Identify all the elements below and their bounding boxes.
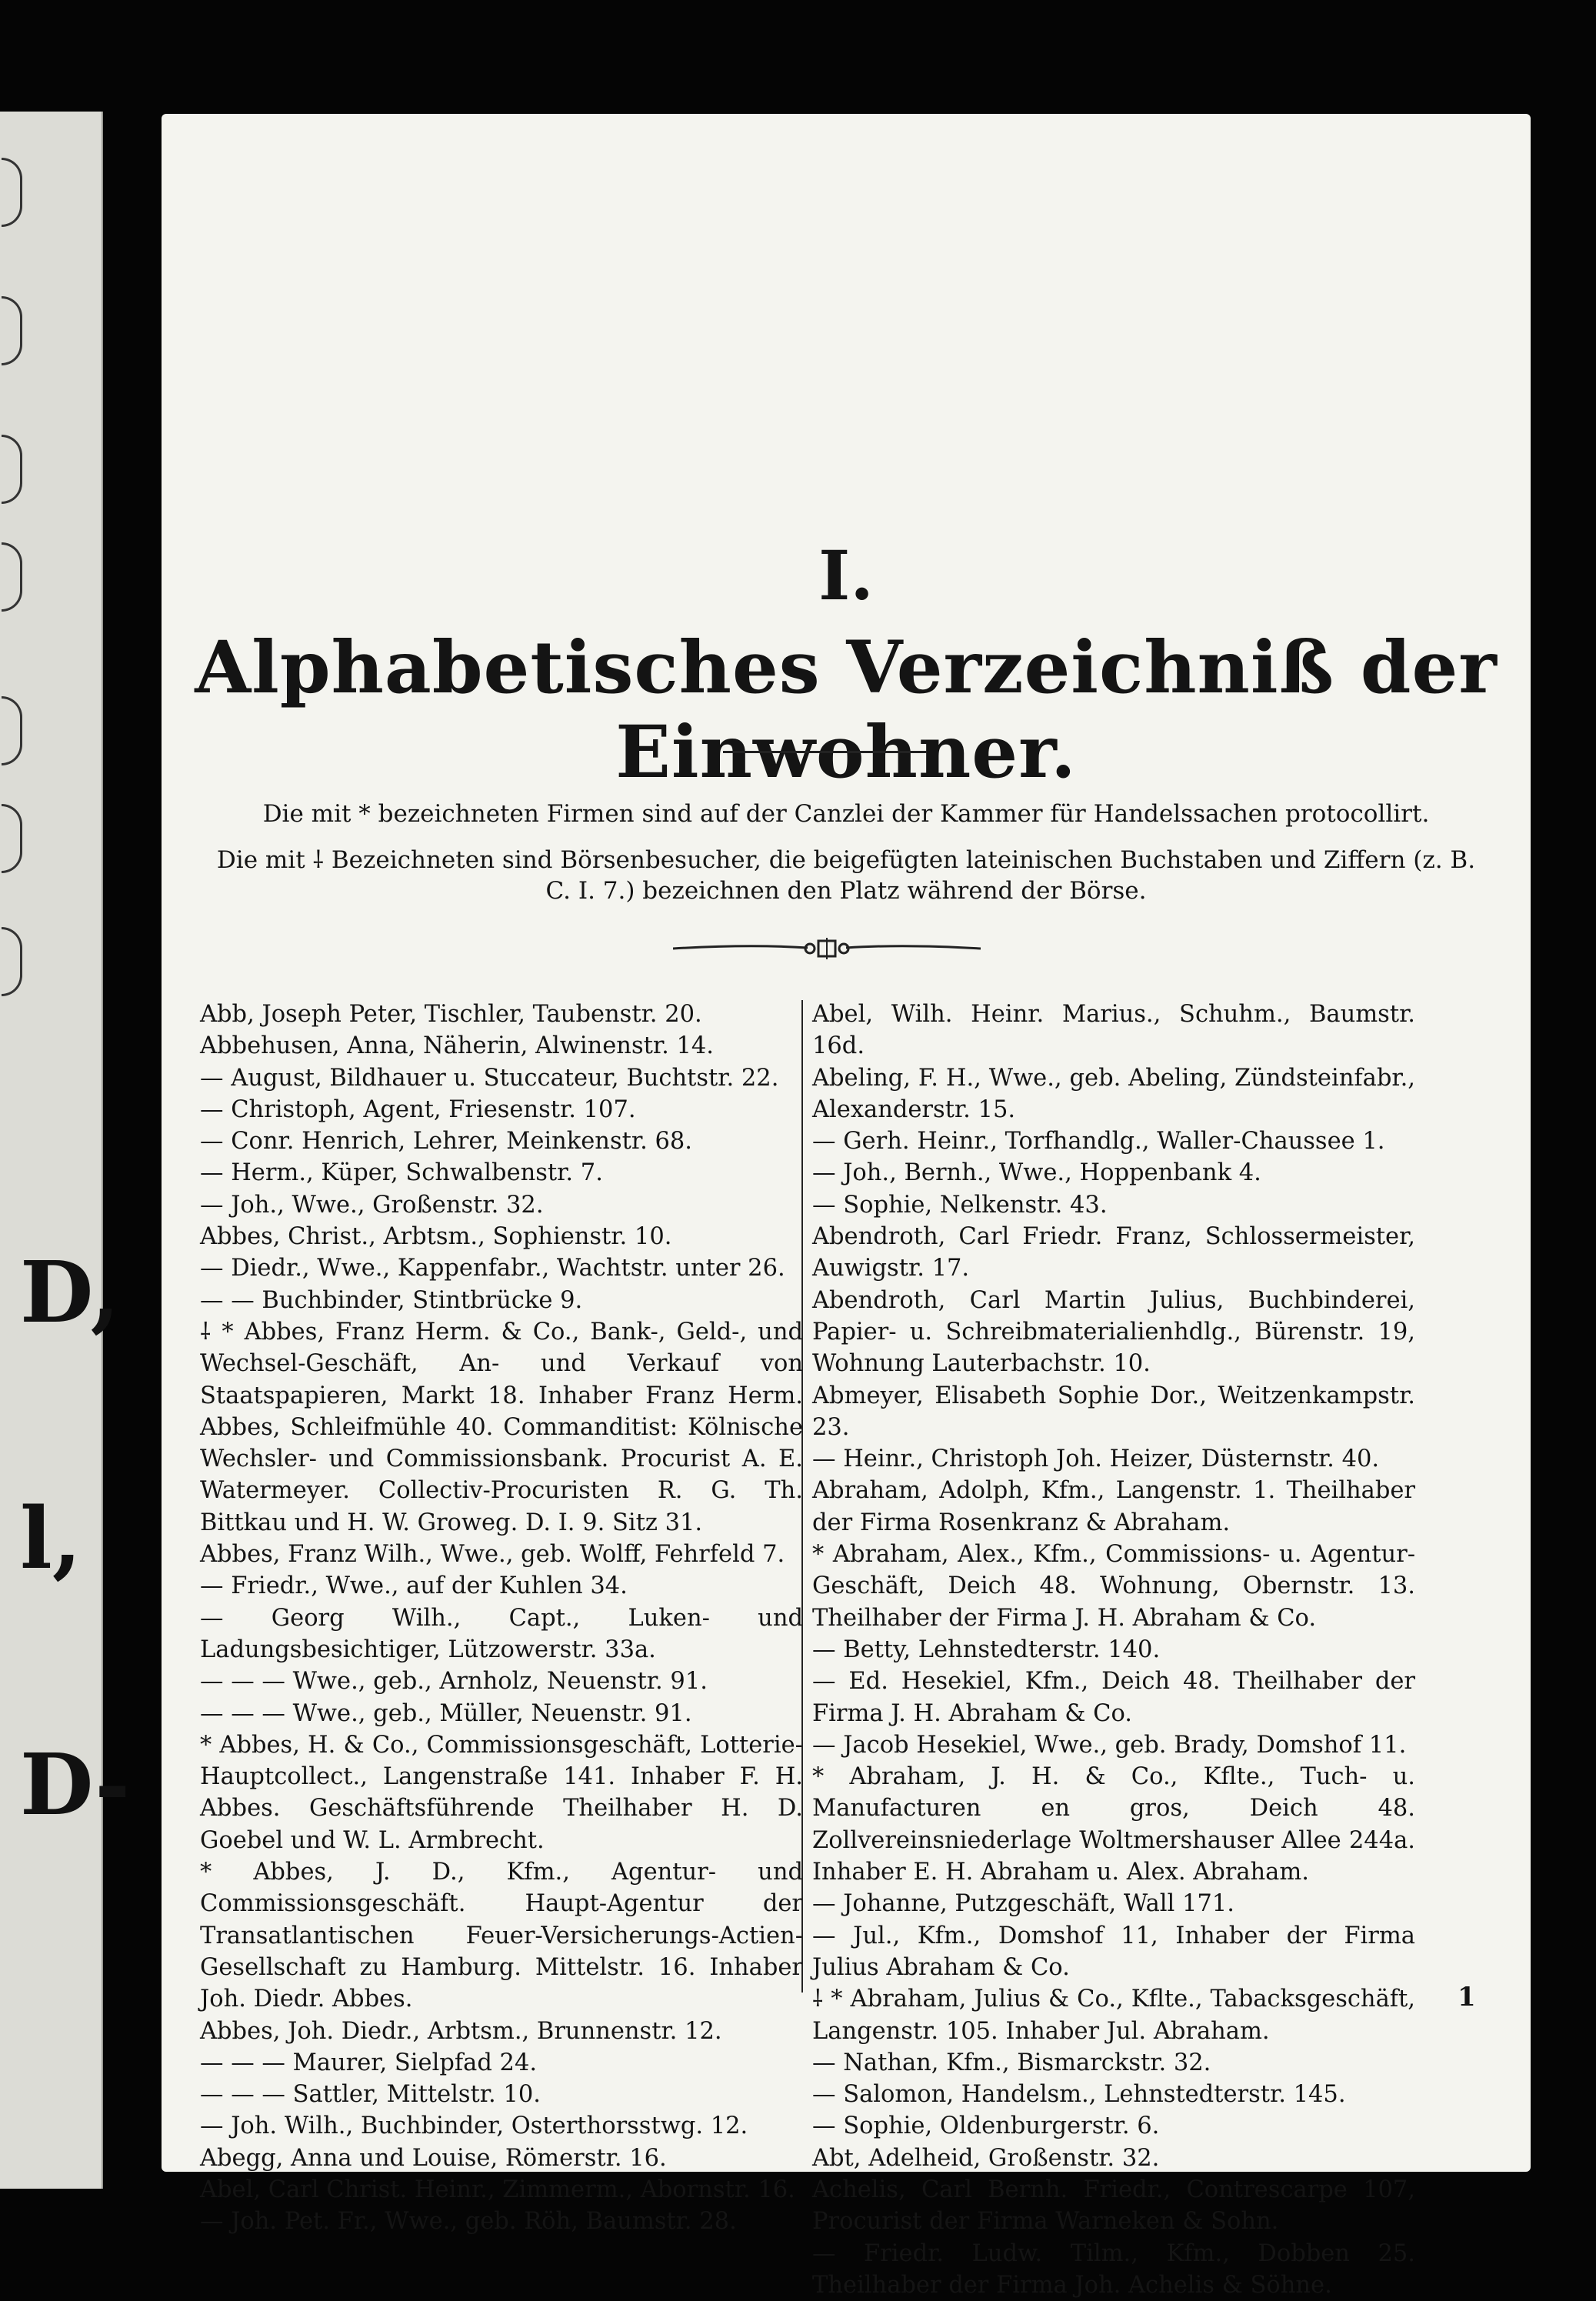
directory-entry: — Herm., Küper, Schwalbenstr. 7. bbox=[200, 1159, 603, 1187]
explanatory-note: Die mit * bezeichneten Firmen sind auf der Canzlei der Kammer für Handelssachen protocollirt. bbox=[262, 800, 1430, 828]
directory-entry: — Ed. Hesekiel, Kfm., Deich 48. Theilhaber der Firma J. H. Abraham & Co. bbox=[812, 1668, 1415, 1727]
directory-entry: — Diedr., Wwe., Kappenfabr., Wachtstr. unter 26. bbox=[200, 1255, 785, 1282]
adjacent-page-char: D, bbox=[20, 1242, 120, 1342]
directory-entry: — — Buchbinder, Stintbrücke 9. bbox=[200, 1286, 583, 1314]
directory-entry: — — — Sattler, Mittelstr. 10. bbox=[200, 2081, 541, 2109]
directory-entry: Abbehusen, Anna, Näherin, Alwinenstr. 14. bbox=[200, 1032, 714, 1060]
directory-entry: — Joh. Pet. Fr., Wwe., geb. Röh, Baumstr. 28. bbox=[200, 2208, 737, 2236]
directory-entry: — — — Wwe., geb., Arnholz, Neuenstr. 91. bbox=[200, 1668, 708, 1696]
directory-entry: — Christoph, Agent, Friesenstr. 107. bbox=[200, 1095, 636, 1123]
directory-entry: — Gerh. Heinr., Torfhandlg., Waller-Chaussee 1. bbox=[812, 1128, 1385, 1156]
section-numeral: I. bbox=[818, 535, 874, 615]
ornament-rule-icon bbox=[673, 935, 981, 962]
page-title: Alphabetisches Verzeichniß der Einwohner. bbox=[195, 625, 1498, 795]
ornament-scroll-icon bbox=[2, 296, 22, 365]
directory-entry: — — — Maurer, Sielpfad 24. bbox=[200, 2049, 538, 2076]
directory-entry: — Joh. Wilh., Buchbinder, Osterthorsstwg. 12. bbox=[200, 2113, 748, 2140]
directory-entry: — Jacob Hesekiel, Wwe., geb. Brady, Domshof 11. bbox=[812, 1731, 1407, 1759]
directory-entry: * Abbes, H. & Co., Commissionsgeschäft, Lotterie-Hauptcollect., Langenstraße 141. Inhaber F. H. Abbes. Geschäftsführende Theilhaber H. D. Goebel und W. L. Armbrecht. bbox=[200, 1731, 803, 1854]
directory-entry: Abmeyer, Elisabeth Sophie Dor., Weitzenkampstr. 23. bbox=[812, 1382, 1415, 1441]
directory-entry: — Betty, Lehnstedterstr. 140. bbox=[812, 1636, 1161, 1663]
title-rule bbox=[723, 751, 927, 753]
directory-entry: — Georg Wilh., Capt., Luken- und Ladungsbesichtiger, Lützowerstr. 33a. bbox=[200, 1604, 803, 1663]
directory-entry: * Abraham, J. H. & Co., Kflte., Tuch- u. Manufacturen en gros, Deich 48. Zollvereinsniederlage Woltmershauser Allee 244a. Inhaber E. H. Abraham u. Alex. Abraham. bbox=[812, 1763, 1415, 1886]
directory-entry: — Friedr. Ludw. Tilm., Kfm., Dobben 25. Theilhaber der Firma Joh. Achelis & Söhne. bbox=[812, 2239, 1415, 2299]
adjacent-page-char: l, bbox=[20, 1489, 82, 1588]
directory-entry: — Friedr., Wwe., auf der Kuhlen 34. bbox=[200, 1572, 628, 1600]
directory-entry: — Sophie, Nelkenstr. 43. bbox=[812, 1191, 1108, 1219]
page-number: 1 bbox=[1458, 1982, 1476, 2013]
directory-entry: Achelis, Carl Bernh. Friedr., Contrescarpe 107, Procurist der Firma Warneken & Sohn. bbox=[812, 2176, 1415, 2236]
ornament-scroll-icon bbox=[2, 696, 22, 765]
directory-entry: Abegg, Anna und Louise, Römerstr. 16. bbox=[200, 2144, 667, 2172]
directory-entry: — Nathan, Kfm., Bismarckstr. 32. bbox=[812, 2049, 1211, 2076]
directory-entry: Abbes, Franz Wilh., Wwe., geb. Wolff, Fehrfeld 7. bbox=[200, 1541, 785, 1569]
directory-column-right bbox=[812, 999, 1415, 2301]
directory-entry: * Abraham, Alex., Kfm., Commissions- u. Agentur-Geschäft, Deich 48. Wohnung, Obernstr. 13. Theilhaber der Firma J. H. Abraham & Co. bbox=[812, 1541, 1415, 1632]
directory-entry: ⸸ * Abraham, Julius & Co., Kflte., Tabacksgeschäft, Langenstr. 105. Inhaber Jul. Abraham. bbox=[812, 1986, 1415, 2045]
ornament-scroll-icon bbox=[2, 158, 22, 227]
directory-entry: — Salomon, Handelsm., Lehnstedterstr. 145. bbox=[812, 2081, 1346, 2109]
directory-entry: — Joh., Bernh., Wwe., Hoppenbank 4. bbox=[812, 1159, 1261, 1187]
directory-entry: Abbes, Joh. Diedr., Arbtsm., Brunnenstr. 12. bbox=[200, 2017, 722, 2045]
directory-entry: Abt, Adelheid, Großenstr. 32. bbox=[812, 2144, 1160, 2172]
directory-entry: — August, Bildhauer u. Stuccateur, Buchtstr. 22. bbox=[200, 1064, 779, 1092]
document-page bbox=[162, 114, 1531, 2299]
adjacent-page-char: D- bbox=[20, 1735, 131, 1834]
directory-entry: * Abbes, J. D., Kfm., Agentur- und Commissionsgeschäft. Haupt-Agentur der Transatlantischen Feuer-Versicherungs-Actien-Gesellschaft zu Hamburg. Mittelstr. 16. Inhaber Joh. Diedr. Abbes. bbox=[200, 1859, 803, 2013]
directory-entry: — Joh., Wwe., Großenstr. 32. bbox=[200, 1191, 544, 1219]
ornament-scroll-icon bbox=[2, 542, 22, 612]
directory-entry: Abel, Carl Christ. Heinr., Zimmerm., Abornstr. 16. bbox=[200, 2176, 795, 2203]
directory-column-left bbox=[200, 999, 803, 2238]
ornament-scroll-icon bbox=[2, 927, 22, 996]
ornament-scroll-icon bbox=[2, 435, 22, 504]
directory-entry: — Jul., Kfm., Domshof 11, Inhaber der Firma Julius Abraham & Co. bbox=[812, 1922, 1415, 1981]
directory-entry: Abel, Wilh. Heinr. Marius., Schuhm., Baumstr. 16d. bbox=[812, 1001, 1415, 1060]
directory-entry: ⸸ * Abbes, Franz Herm. & Co., Bank-, Geld-, und Wechsel-Geschäft, An- und Verkauf von Staatspapieren, Markt 18. Inhaber Franz Herm. Abbes, Schleifmühle 40. Commanditist: Kölnische Wechsler- und Commissionsbank. Procurist A. E. Watermeyer. Collectiv-Procuristen R. G. Th. Bittkau und H. W. Groweg. D. I. 9. Sitz 31. bbox=[200, 1318, 803, 1536]
adjacent-page-edge bbox=[0, 112, 131, 2189]
directory-entry: — Johanne, Putzgeschäft, Wall 171. bbox=[812, 1890, 1234, 1918]
directory-entry: — Heinr., Christoph Joh. Heizer, Düsternstr. 40. bbox=[812, 1446, 1380, 1473]
directory-entry: — — — Wwe., geb., Müller, Neuenstr. 91. bbox=[200, 1699, 692, 1727]
ornament-scroll-icon bbox=[2, 804, 22, 873]
directory-entry: Abendroth, Carl Martin Julius, Buchbinderei, Papier- u. Schreibmaterialienhdlg., Bürenstr. 19, Wohnung Lauterbachstr. 10. bbox=[812, 1286, 1415, 1378]
directory-entry: — Conr. Henrich, Lehrer, Meinkenstr. 68. bbox=[200, 1128, 692, 1156]
directory-entry: Abbes, Christ., Arbtsm., Sophienstr. 10. bbox=[200, 1223, 672, 1251]
directory-entry: — Sophie, Oldenburgerstr. 6. bbox=[812, 2113, 1160, 2140]
directory-entry: Abendroth, Carl Friedr. Franz, Schlossermeister, Auwigstr. 17. bbox=[812, 1223, 1415, 1282]
directory-entry: Abeling, F. H., Wwe., geb. Abeling, Zündsteinfabr., Alexanderstr. 15. bbox=[812, 1064, 1415, 1123]
column-divider bbox=[801, 1000, 803, 1993]
directory-entry: Abb, Joseph Peter, Tischler, Taubenstr. 20. bbox=[200, 1001, 702, 1028]
explanatory-note: Die mit ⸸ Bezeichneten sind Börsenbesucher, die beigefügten lateinischen Buchstaben und Ziffern (z. B. C. I. 7.) bezeichnen den Platz während der Börse. bbox=[216, 846, 1476, 905]
directory-entry: Abraham, Adolph, Kfm., Langenstr. 1. Theilhaber der Firma Rosenkranz & Abraham. bbox=[812, 1477, 1415, 1536]
